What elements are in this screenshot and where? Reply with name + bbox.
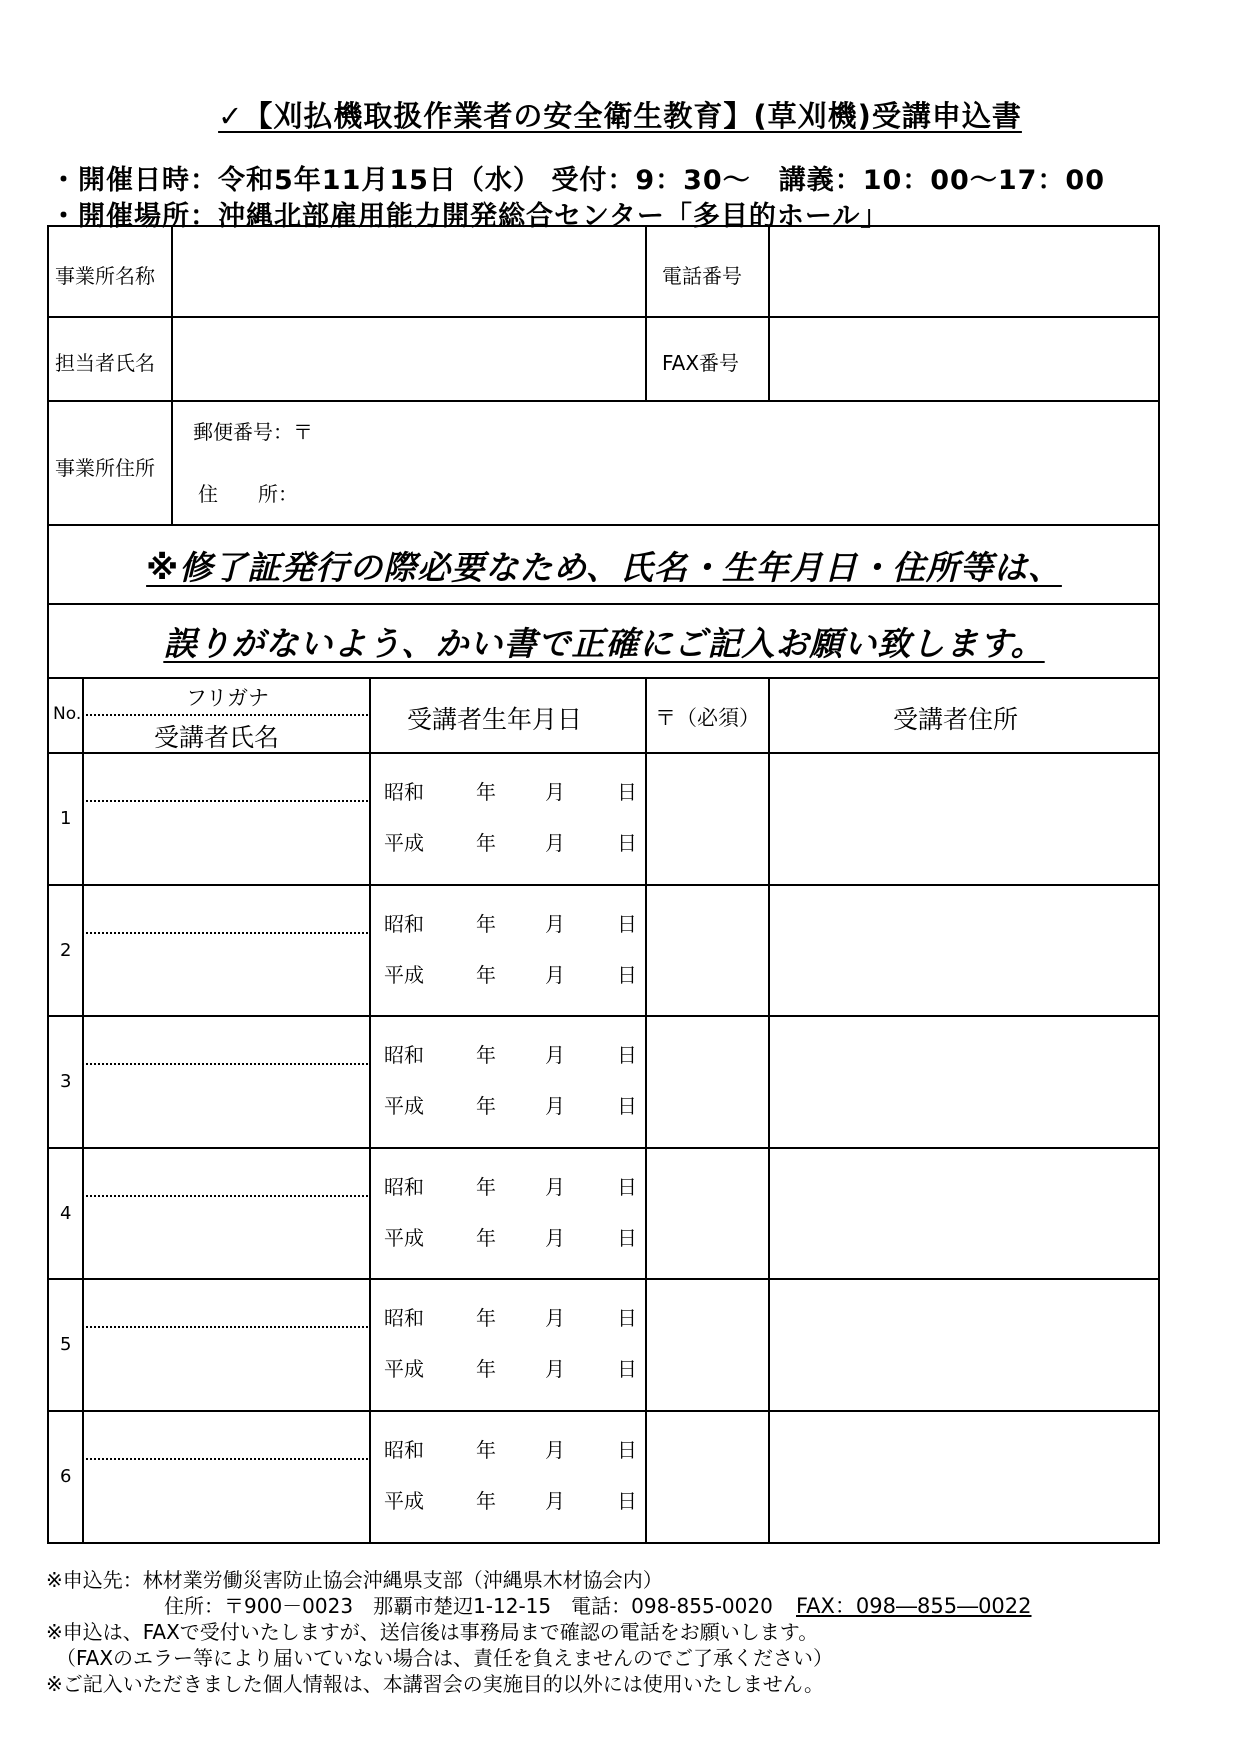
- birth-era-label: 平成: [384, 962, 424, 987]
- birth-era-label: 平成: [384, 1225, 424, 1250]
- birth-year-label: 年: [476, 1094, 496, 1118]
- attendee-address-field[interactable]: [772, 1282, 1156, 1406]
- birth-month-label: 月: [545, 780, 565, 804]
- postal-code-field[interactable]: [649, 1282, 765, 1406]
- birth-day-label: 日: [617, 780, 637, 804]
- birth-year-label: 年: [476, 1174, 496, 1199]
- birth-month-label: 月: [545, 1488, 565, 1513]
- birth-day-label: 日: [617, 1094, 637, 1118]
- birth-month-label: 月: [545, 831, 565, 855]
- postal-code-field[interactable]: [649, 1151, 765, 1275]
- attendee-name-field[interactable]: [86, 936, 366, 1012]
- birth-year-label: 年: [476, 911, 496, 936]
- birth-year-label: 年: [476, 1488, 496, 1513]
- birth-month-label: 月: [545, 1043, 565, 1067]
- footer-contact: ※申込先：林材業労働災害防止協会沖縄県支部（沖縄県木材協会内）: [46, 1568, 663, 1592]
- birth-month-label: 月: [545, 1225, 565, 1250]
- row-number: 2: [60, 939, 72, 961]
- office-address-label: 事業所住所: [55, 456, 155, 480]
- birth-era-label: 平成: [384, 1094, 424, 1118]
- birth-day-label: 日: [617, 1437, 637, 1462]
- row-number: 5: [60, 1334, 72, 1355]
- attendee-address-field[interactable]: [772, 756, 1156, 880]
- birth-month-label: 月: [545, 962, 565, 987]
- birth-day-label: 日: [617, 831, 637, 855]
- notice-line-1: ※修了証発行の際必要なため、氏名・生年月日・住所等は、: [146, 548, 1062, 587]
- attendee-name-field[interactable]: [86, 1067, 366, 1143]
- footer-fax: FAX：098―855―0022: [796, 1594, 1032, 1618]
- attendee-address-header: 受講者住所: [893, 705, 1019, 734]
- furigana-field[interactable]: [86, 1151, 366, 1193]
- contact-name-label: 担当者氏名: [55, 351, 155, 375]
- birth-era-label: 昭和: [384, 911, 424, 936]
- birth-day-label: 日: [617, 1306, 637, 1330]
- birthdate-header: 受講者生年月日: [407, 705, 583, 734]
- birth-era-label: 昭和: [384, 1174, 424, 1199]
- footer-address-phone: 住所：〒900－0023 那覇市楚辺1-12-15 電話：098-855-0020: [164, 1594, 773, 1618]
- attendee-name-field[interactable]: [86, 804, 366, 880]
- birth-year-label: 年: [476, 780, 496, 804]
- contact-name-field[interactable]: [175, 320, 641, 398]
- birth-day-label: 日: [617, 1357, 637, 1381]
- footer-note-privacy: ※ご記入いただきました個人情報は、本講習会の実施目的以外には使用いたしません。: [46, 1672, 824, 1696]
- birth-year-label: 年: [476, 1357, 496, 1381]
- birth-day-label: 日: [617, 1225, 637, 1250]
- birth-year-label: 年: [476, 1043, 496, 1067]
- postal-code-field[interactable]: [649, 888, 765, 1012]
- event-venue: ・開催場所：沖縄北部雇用能力開発総合センター「多目的ホール」: [50, 201, 889, 232]
- attendee-name-field[interactable]: [86, 1330, 366, 1406]
- fax-field[interactable]: [772, 320, 1156, 398]
- postal-code-field[interactable]: [649, 756, 765, 880]
- postal-code-label: 郵便番号：〒: [193, 420, 313, 444]
- birth-era-label: 昭和: [384, 1043, 424, 1067]
- event-datetime: ・開催日時：令和5年11月15日（水） 受付：9：30～ 講義：10：00～17：00: [50, 165, 1105, 196]
- office-name-label: 事業所名称: [55, 264, 155, 288]
- notice-line-2: 誤りがないよう、かい書で正確にご記入お願い致します。: [163, 624, 1045, 663]
- attendee-name-field[interactable]: [86, 1462, 366, 1538]
- birth-day-label: 日: [617, 1174, 637, 1199]
- birth-year-label: 年: [476, 831, 496, 855]
- form-title: ✓【刈払機取扱作業者の安全衛生教育】(草刈機)受講申込書: [218, 99, 1022, 133]
- furigana-field[interactable]: [86, 756, 366, 798]
- birth-month-label: 月: [545, 1094, 565, 1118]
- birth-year-label: 年: [476, 1225, 496, 1250]
- attendee-address-field[interactable]: [772, 1151, 1156, 1275]
- row-number: 6: [60, 1465, 72, 1487]
- birth-era-label: 昭和: [384, 780, 424, 804]
- attendee-name-header: 受講者氏名: [154, 723, 280, 752]
- birth-year-label: 年: [476, 1306, 496, 1330]
- birth-month-label: 月: [545, 1306, 565, 1330]
- attendee-address-field[interactable]: [772, 1019, 1156, 1143]
- row-number: 1: [60, 808, 72, 829]
- birth-month-label: 月: [545, 1174, 565, 1199]
- furigana-field[interactable]: [86, 888, 366, 930]
- office-name-field[interactable]: [175, 228, 641, 314]
- attendee-name-field[interactable]: [86, 1199, 366, 1275]
- birth-year-label: 年: [476, 1437, 496, 1462]
- postal-code-field[interactable]: [649, 1414, 765, 1538]
- row-number: 4: [60, 1202, 72, 1224]
- no-header: No.: [53, 704, 82, 724]
- birth-day-label: 日: [617, 1488, 637, 1513]
- birth-day-label: 日: [617, 962, 637, 987]
- birth-era-label: 平成: [384, 1357, 424, 1381]
- footer-note-error: （FAXのエラー等により届いていない場合は、責任を負えませんのでご了承ください）: [56, 1646, 834, 1670]
- birth-month-label: 月: [545, 1357, 565, 1381]
- birth-era-label: 昭和: [384, 1437, 424, 1462]
- fax-label: FAX番号: [662, 351, 740, 375]
- birth-day-label: 日: [617, 911, 637, 936]
- address-label: 住 所：: [198, 482, 298, 506]
- postal-code-field[interactable]: [649, 1019, 765, 1143]
- row-number: 3: [60, 1071, 72, 1092]
- birth-era-label: 昭和: [384, 1306, 424, 1330]
- birth-month-label: 月: [545, 911, 565, 936]
- phone-label: 電話番号: [662, 264, 742, 288]
- phone-field[interactable]: [772, 228, 1156, 314]
- furigana-field[interactable]: [86, 1414, 366, 1456]
- furigana-field[interactable]: [86, 1019, 366, 1061]
- attendee-address-field[interactable]: [772, 1414, 1156, 1538]
- furigana-header: フリガナ: [186, 686, 269, 710]
- furigana-field[interactable]: [86, 1282, 366, 1324]
- birth-era-label: 平成: [384, 831, 424, 855]
- postal-required-header: 〒（必須）: [655, 706, 760, 730]
- birth-month-label: 月: [545, 1437, 565, 1462]
- footer-note-fax: ※申込は、FAXで受付いたしますが、送信後は事務局まで確認の電話をお願いします。: [46, 1620, 819, 1644]
- birth-year-label: 年: [476, 962, 496, 987]
- birth-era-label: 平成: [384, 1488, 424, 1513]
- attendee-address-field[interactable]: [772, 888, 1156, 1012]
- birth-day-label: 日: [617, 1043, 637, 1067]
